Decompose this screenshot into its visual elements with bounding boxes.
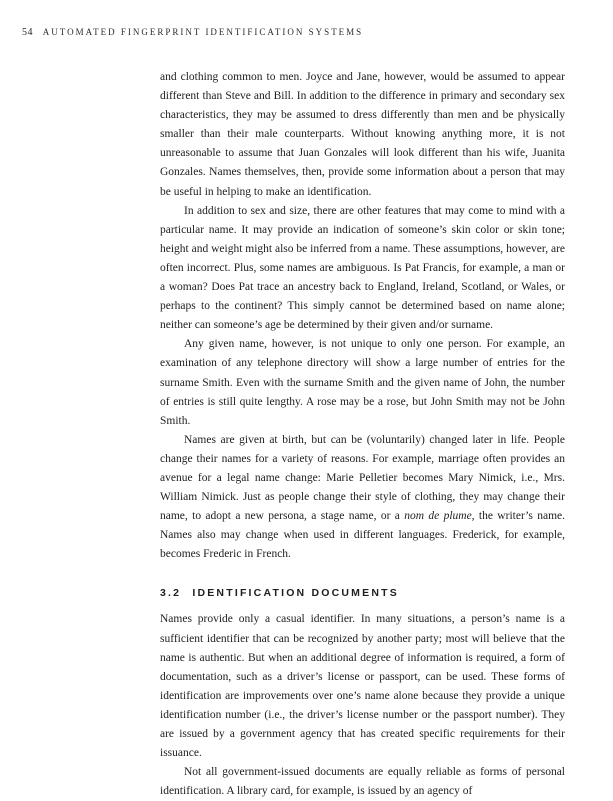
- section-number: 3.2: [160, 587, 182, 600]
- paragraph-name-appearance: and clothing common to men. Joyce and Jane, however, would be assumed to appear different than Steve and Bill. In addition to the difference in primary and secondary sex characteristics, they may be assumed to dress differently than men and be physically smaller than their male counterparts. Without knowing anything more, it is not unreasonable to assume that Juan Gonzales will look different than his wife, Juanita Gonzales. Names themselves, then, provide some information about a person that may be useful in helping to make an identification.: [160, 71, 565, 198]
- paragraph-name-changes: [160, 431, 565, 565]
- paragraph-name-features: In addition to sex and size, there are other features that may come to mind with a particular name. It may provide an indication of someone’s skin color or skin tone; height and weight might also be inferred from a name. These assumptions, however, are often incorrect. Plus, some names are ambiguous. Is Pat Francis, for example, a man or a woman? Does Pat trace an ancestry back to England, Ireland, Scotland, or Wales, or perhaps to the continent? This simply cannot be determined based on name alone; neither can someone’s age be determined by their given and/or surname.: [160, 204, 565, 332]
- page-body: [160, 68, 565, 801]
- paragraph-name-uniqueness: Any given name, however, is not unique to only one person. For example, an examination of any telephone directory will show a large number of entries for the surname Smith. Even with the surname Smith and the given name of John, the number of entries is still quite lengthy. A rose may be a rose, but John Smith may not be John Smith.: [160, 338, 565, 427]
- section-heading: [160, 587, 565, 599]
- running-header: [22, 27, 363, 38]
- paragraph-documents-reliability: Not all government-issued documents are equally reliable as forms of personal identification. A library card, for example, is issued by an agency of: [160, 766, 565, 798]
- page-number: 54: [22, 27, 33, 38]
- paragraph-name-changes-part1: Names are given at birth, but can be (voluntarily) changed later in life. People change their names for a variety of reasons. For example, marriage often provides an avenue for a legal name change: Marie Pelletier becomes Mary Nimick, i.e., Mrs. William Nimick. Just as people change their style of clothing, they may change their name, to adopt a new persona, a stage name, or a: [160, 433, 565, 523]
- nom-de-plume-italic: nom de plume,: [404, 510, 475, 523]
- paragraph-documents-intro: Names provide only a casual identifier. In many situations, a person’s name is a sufficient identifier that can be recognized by another party; most will believe that the name is authentic. But when an additional degree of information is required, a form of documentation, such as a driver’s license or passport, can be used. These forms of identification are improvements over one’s name alone because they provide a unique identification number (i.e., the driver’s license number or the passport number). They are issued by a government agency that has created specific requirements for their issuance.: [160, 613, 565, 760]
- paragraph-name-changes-part2: the writer’s name. Names also may change when used in different languages. Frederick, for example, becomes Frederic in French.: [160, 510, 565, 561]
- running-title: AUTOMATED FINGERPRINT IDENTIFICATION SYSTEMS: [42, 27, 364, 37]
- section-title: IDENTIFICATION DOCUMENTS: [192, 587, 399, 600]
